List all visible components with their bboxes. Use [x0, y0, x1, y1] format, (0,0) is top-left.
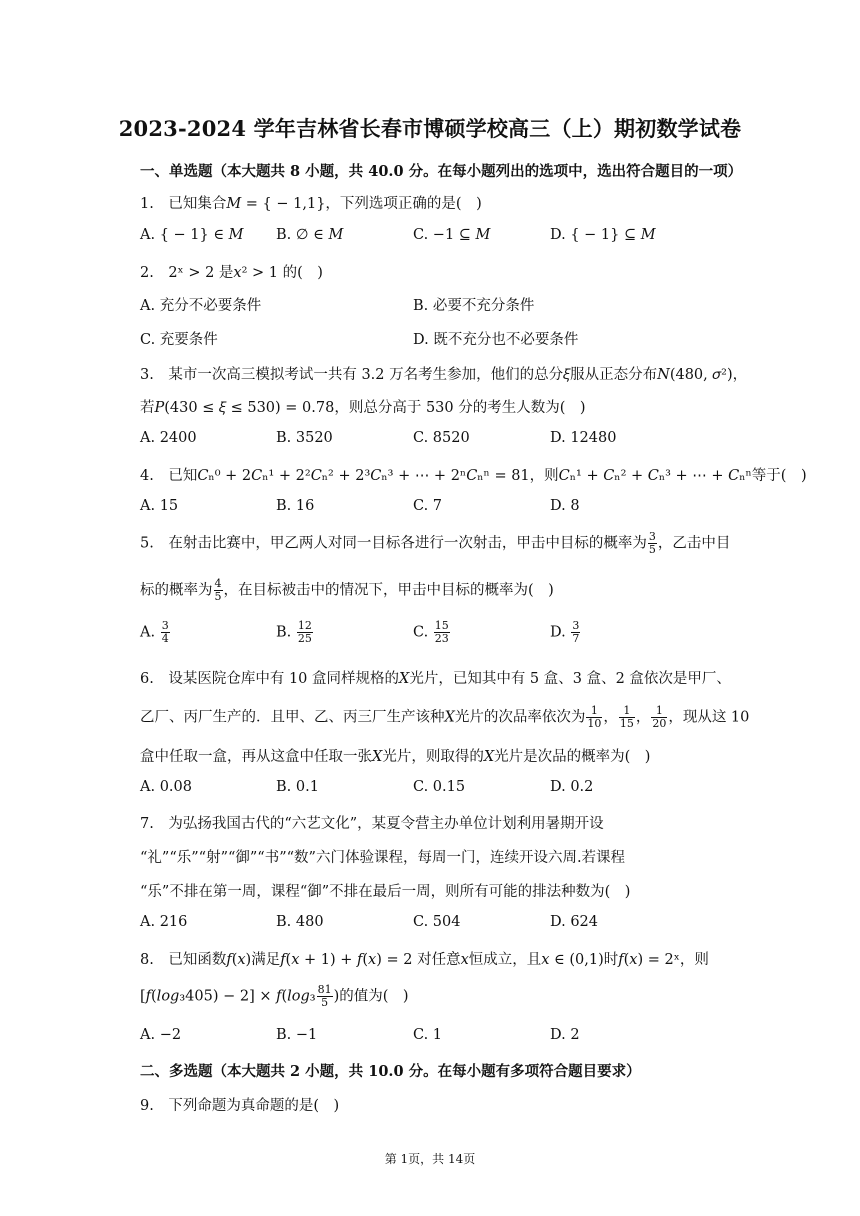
question-5-option-d: D. $\frac{3}{7}$	[550, 619, 580, 645]
question-3-option-b: B. 3520	[276, 430, 333, 446]
question-5-line-2-text: ，在目标被击中的情况下，甲击中目标的概率为( )	[223, 582, 554, 599]
page-title: 2023-2024 学年吉林省长春市博硕学校高三（上）期初数学试卷	[118, 116, 742, 141]
question-1-option-a: A. { − 1} ∈ 𝑀	[140, 227, 244, 243]
question-1-option-d: D. { − 1} ⊆ 𝑀	[550, 227, 656, 243]
question-8-option-b: B. −1	[276, 1027, 318, 1043]
question-6-option-c: C. 0.15	[413, 779, 466, 795]
question-2-stem: 2. 2ˣ > 2 是𝑥² > 1 的( )	[140, 265, 323, 281]
question-7-option-b: B. 480	[276, 914, 324, 930]
question-5-line-1	[140, 531, 730, 556]
question-3-line-1: 3. 某市一次高三模拟考试一共有 3.2 万名考生参加，他们的总分𝜉服从正态分布𝑁(480, 𝜎²)，	[140, 367, 748, 383]
question-8-line-1: 8. 已知函数𝑓(𝑥)满足𝑓(𝑥 + 1) + 𝑓(𝑥) = 2 对任意𝑥恒成立，且𝑥 ∈ (0,1)时𝑓(𝑥) = 2ˣ，则	[140, 952, 709, 968]
question-6-line-3: 盒中任取一盒，再从这盒中任取一张𝑋光片，则取得的𝑋光片是次品的概率为( )	[140, 749, 651, 765]
question-4-stem: 4. 已知𝐶ₙ⁰ + 2𝐶ₙ¹ + 2²𝐶ₙ² + 2³𝐶ₙ³ + ⋯ + 2ⁿ𝐶ₙⁿ = 81，则𝐶ₙ¹ + 𝐶ₙ² + 𝐶ₙ³ + ⋯ + 𝐶ₙⁿ等于( )	[140, 468, 807, 484]
question-6-option-d: D. 0.2	[550, 779, 594, 795]
fraction-one-twentieth: $\frac{1}{20}$	[652, 704, 667, 730]
question-6-line-2: 乙厂、丙厂生产的．且甲、乙、丙三厂生产该种𝑋光片的次品率依次为 $\frac{1}{10}$ ， $\frac{1}{15}$ ， $\frac{1}{20}$ ，现从这 10	[140, 704, 750, 730]
question-2-option-c: C. 充要条件	[140, 332, 218, 348]
question-3-option-c: C. 8520	[413, 430, 470, 446]
question-7-option-c: C. 504	[413, 914, 461, 930]
question-7-line-3: “乐”不排在第一周，课程“御”不排在最后一周，则所有可能的排法种数为( )	[140, 884, 631, 900]
question-6-line-1: 6. 设某医院仓库中有 10 盒同样规格的𝑋光片，已知其中有 5 盒、3 盒、2 盒依次是甲厂、	[140, 671, 731, 687]
question-8-option-c: C. 1	[413, 1027, 443, 1043]
question-1-option-c: C. −1 ⊆ 𝑀	[413, 227, 491, 243]
question-7-line-2: “礼”“乐”“射”“御”“书”“数”六门体验课程，每周一门，连续开设六周.若课程	[140, 850, 626, 866]
question-1-option-b: B. ∅ ∈ 𝑀	[276, 227, 344, 243]
question-3-option-a: A. 2400	[140, 430, 197, 446]
question-5-line-2	[140, 578, 554, 603]
question-8-option-d: D. 2	[550, 1027, 580, 1043]
question-6-option-b: B. 0.1	[276, 779, 319, 795]
fraction-four-fifths: $\frac{4}{5}$	[214, 577, 222, 603]
section-heading-single-choice: 一、单选题（本大题共 8 小题，共 40.0 分。在每小题列出的选项中，选出符合题目的一项）	[140, 163, 743, 180]
question-2-option-a: A. 充分不必要条件	[140, 298, 262, 314]
fraction-eighty-one-fifths: $\frac{81}{5}$	[317, 983, 332, 1009]
question-5-option-c: C. $\frac{15}{23}$	[413, 619, 449, 645]
page-footer: 第 1页，共 14页	[384, 1152, 476, 1166]
question-3-option-d: D. 12480	[550, 430, 617, 446]
question-5-line-1-text: 5. 在射击比赛中，甲乙两人对同一目标各进行一次射击，甲击中目标的概率为	[140, 535, 647, 552]
question-1-stem: 1. 已知集合𝑀 = { − 1,1}，下列选项正确的是( )	[140, 196, 482, 212]
question-6-option-a: A. 0.08	[140, 779, 192, 795]
question-2-option-b: B. 必要不充分条件	[413, 298, 535, 314]
question-4-option-c: C. 7	[413, 498, 443, 514]
question-9-stem: 9. 下列命题为真命题的是( )	[140, 1098, 340, 1114]
question-5-line-1-tail: ，乙击中目	[657, 535, 731, 552]
question-4-option-d: D. 8	[550, 498, 580, 514]
section-heading-multi-choice: 二、多选题（本大题共 2 小题，共 10.0 分。在每小题有多项符合题目要求）	[140, 1063, 641, 1080]
question-2-option-d: D. 既不充分也不必要条件	[413, 332, 579, 348]
fraction-three-fifths: $\frac{3}{5}$	[648, 530, 656, 556]
fraction-one-fifteenth: $\frac{1}{15}$	[619, 704, 634, 730]
question-7-option-d: D. 624	[550, 914, 599, 930]
question-7-line-1: 7. 为弘扬我国古代的“六艺文化”，某夏令营主办单位计划利用暑期开设	[140, 816, 604, 832]
question-4-option-b: B. 16	[276, 498, 315, 514]
question-5-line-2-head: 标的概率为	[140, 582, 213, 599]
question-7-option-a: A. 216	[140, 914, 188, 930]
question-5-option-a: A. $\frac{3}{4}$	[140, 619, 169, 645]
fraction-one-tenth: $\frac{1}{10}$	[587, 704, 602, 730]
question-8-option-a: A. −2	[140, 1027, 182, 1043]
question-3-line-2: 若𝑃(430 ≤ 𝜉 ≤ 530) = 0.78，则总分高于 530 分的考生人数为( )	[140, 400, 586, 416]
question-8-line-2: [𝑓(𝑙𝑜𝑔₃405) − 2] × 𝑓(𝑙𝑜𝑔₃ $\frac{81}{5}$ )的值为( )	[140, 983, 409, 1009]
question-5-option-b: B. $\frac{12}{25}$	[276, 619, 312, 645]
question-4-option-a: A. 15	[140, 498, 179, 514]
